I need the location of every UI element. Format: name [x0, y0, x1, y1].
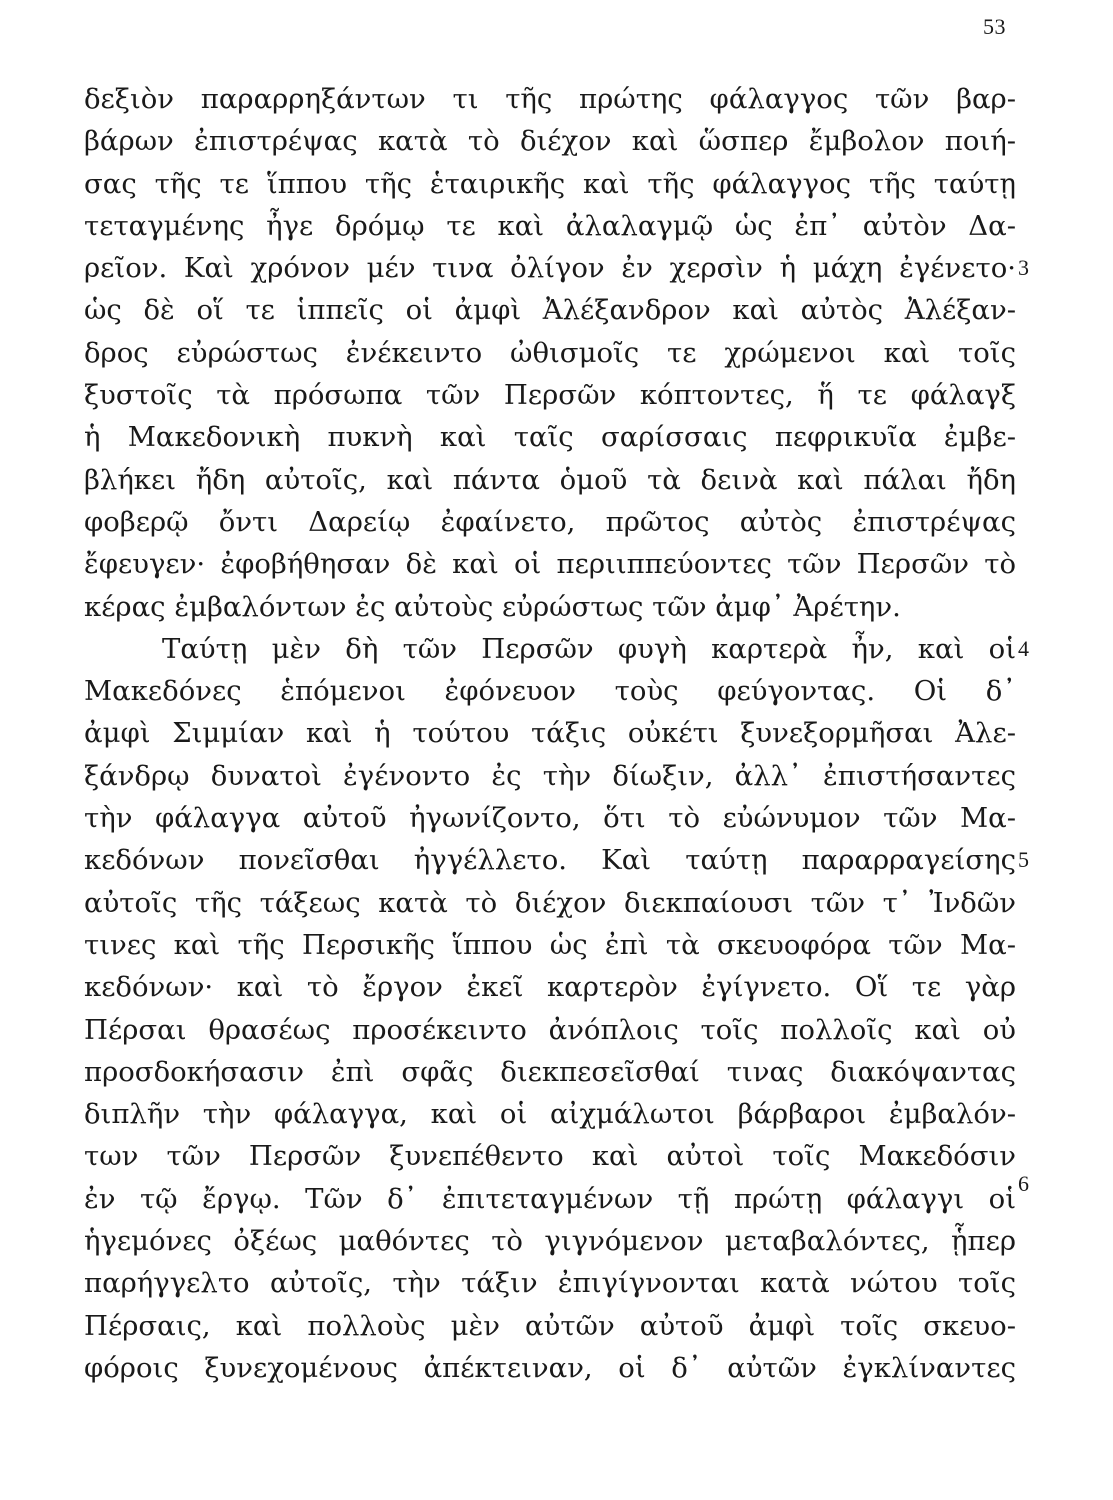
text-line: κεδόνων· καὶ τὸ ἔργον ἐκεῖ καρτερὸν ἐγίγνετο. Οἵ τε γὰρ [84, 971, 1016, 1004]
text-line: σας τῆς τε ἵππου τῆς ἑταιρικῆς καὶ τῆς φάλαγγος τῆς ταύτῃ [84, 167, 1016, 200]
text-line: ἡγεμόνες ὀξέως μαθόντες τὸ γιγνόμενον μεταβαλόντες, ᾗπερ [84, 1225, 1016, 1258]
text-line: ὡς δὲ οἵ τε ἱππεῖς οἱ ἀμφὶ Ἀλέξανδρον καὶ αὐτὸς Ἀλέξαν- [84, 294, 1016, 327]
section-number: 6 [1018, 1171, 1029, 1196]
text-line: τὴν φάλαγγα αὐτοῦ ἠγωνίζοντο, ὅτι τὸ εὐώνυμον τῶν Μα- [84, 802, 1016, 835]
text-line: φόροις ξυνεχομένους ἀπέκτειναν, οἱ δ᾽ αὐτῶν ἐγκλίναντες [84, 1351, 1016, 1384]
text-line: ἀμφὶ Σιμμίαν καὶ ἡ τούτου τάξις οὐκέτι ξυνεξορμῆσαι Ἀλε- [84, 717, 1016, 750]
text-line: φοβερῷ ὄντι Δαρείῳ ἐφαίνετο, πρῶτος αὐτὸς ἐπιστρέψας [84, 505, 1016, 538]
text-line: αὐτοῖς τῆς τάξεως κατὰ τὸ διέχον διεκπαίουσι τῶν τ᾽ Ἰνδῶν [84, 886, 1016, 919]
section-number: 3 [1018, 255, 1029, 280]
text-line: ρεῖον. Καὶ χρόνον μέν τινα ὀλίγον ἐν χερσὶν ἡ μάχη ἐγένετο· [84, 252, 1016, 285]
text-line: βάρων ἐπιστρέψας κατὰ τὸ διέχον καὶ ὥσπερ ἔμβολον ποιή- [84, 125, 1016, 158]
text-line: Πέρσαις, καὶ πολλοὺς μὲν αὐτῶν αὐτοῦ ἀμφὶ τοῖς σκευο- [84, 1309, 1016, 1342]
text-line: παρήγγελτο αὐτοῖς, τὴν τάξιν ἐπιγίγνονται κατὰ νώτου τοῖς [84, 1267, 1016, 1300]
text-line: κεδόνων πονεῖσθαι ἠγγέλλετο. Καὶ ταύτῃ παραρραγείσης [84, 844, 1016, 877]
text-line: ξυστοῖς τὰ πρόσωπα τῶν Περσῶν κόπτοντες, ἥ τε φάλαγξ [84, 379, 1016, 412]
section-number: 4 [1018, 636, 1029, 661]
text-line: δρος εὐρώστως ἐνέκειντο ὠθισμοῖς τε χρώμενοι καὶ τοῖς [84, 336, 1016, 369]
body-text [84, 78, 1016, 1389]
text-line: προσδοκήσασιν ἐπὶ σφᾶς διεκπεσεῖσθαί τινας διακόψαντας [84, 1055, 1016, 1088]
text-line: των τῶν Περσῶν ξυνεπέθεντο καὶ αὐτοὶ τοῖς Μακεδόσιν [84, 1140, 1016, 1173]
text-line: κέρας ἐμβαλόντων ἐς αὐτοὺς εὐρώστως τῶν ἀμφ᾽ Ἀρέτην. [84, 590, 901, 623]
text-line: ἐν τῷ ἔργῳ. Τῶν δ᾽ ἐπιτεταγμένων τῇ πρώτῃ φάλαγγι οἱ [84, 1182, 1016, 1215]
text-line: δεξιὸν παραρρηξάντων τι τῆς πρώτης φάλαγγος τῶν βαρ- [84, 83, 1016, 115]
text-line: ἔφευγεν· ἐφοβήθησαν δὲ καὶ οἱ περιιππεύοντες τῶν Περσῶν τὸ [84, 548, 1016, 581]
text-line: Μακεδόνες ἑπόμενοι ἐφόνευον τοὺς φεύγοντας. Οἱ δ᾽ [84, 675, 1016, 708]
text-line: ξάνδρῳ δυνατοὶ ἐγένοντο ἐς τὴν δίωξιν, ἀλλ᾽ ἐπιστήσαντες [84, 759, 1016, 792]
text-line: τινες καὶ τῆς Περσικῆς ἵππου ὡς ἐπὶ τὰ σκευοφόρα τῶν Μα- [84, 928, 1016, 961]
text-line: ἡ Μακεδονικὴ πυκνὴ καὶ ταῖς σαρίσσαις πεφρικυῖα ἐμβε- [84, 421, 1016, 454]
text-line: διπλῆν τὴν φάλαγγα, καὶ οἱ αἰχμάλωτοι βάρβαροι ἐμβαλόν- [84, 1098, 1016, 1131]
page-number: 53 [983, 14, 1006, 39]
section-number: 5 [1018, 847, 1029, 872]
text-line: Ταύτῃ μὲν δὴ τῶν Περσῶν φυγὴ καρτερὰ ἦν, καὶ οἱ [162, 632, 1016, 665]
text-line: βλήκει ἤδη αὐτοῖς, καὶ πάντα ὁμοῦ τὰ δεινὰ καὶ πάλαι ἤδη [84, 463, 1016, 496]
text-line: Πέρσαι θρασέως προσέκειντο ἀνόπλοις τοῖς πολλοῖς καὶ οὐ [84, 1013, 1016, 1046]
text-line: τεταγμένης ἦγε δρόμῳ τε καὶ ἀλαλαγμῷ ὡς ἐπ᾽ αὐτὸν Δα- [84, 209, 1016, 242]
